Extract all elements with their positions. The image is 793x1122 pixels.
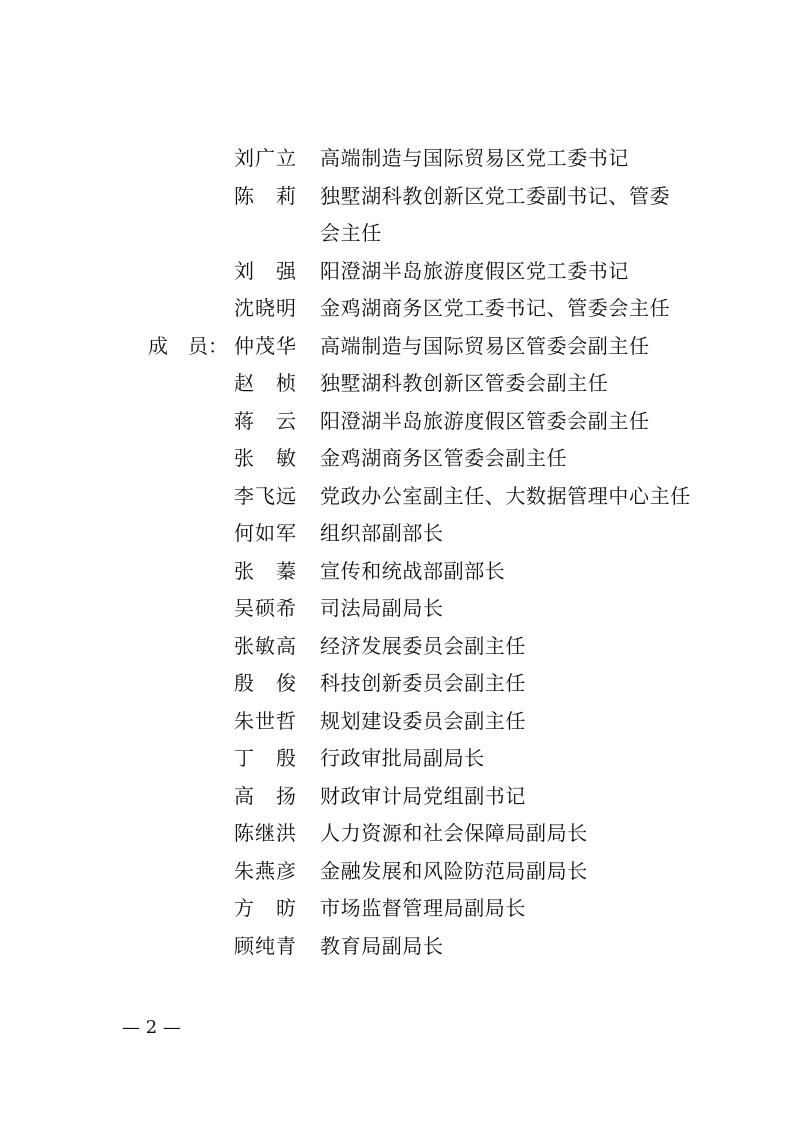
member-title: 高端制造与国际贸易区党工委书记 [320, 146, 629, 170]
member-name: 张蓁 [234, 558, 296, 583]
member-title: 司法局副局长 [320, 596, 444, 620]
member-title: 独墅湖科教创新区管委会副主任 [320, 371, 609, 395]
member-name: 朱燕彦 [234, 858, 296, 883]
member-row [0, 703, 793, 741]
member-title: 独墅湖科教创新区党工委副书记、管委 [320, 183, 671, 208]
member-name: 陈继洪 [234, 821, 296, 845]
member-title: 金融发展和风险防范局副局长 [320, 858, 588, 883]
member-title: 行政审批局副局长 [320, 746, 485, 770]
member-title: 阳澄湖半岛旅游度假区管委会副主任 [320, 408, 650, 433]
member-row [0, 440, 793, 478]
member-name: 仲茂华 [234, 333, 296, 358]
member-title: 组织部副部长 [320, 521, 444, 545]
member-row [0, 403, 793, 441]
member-row [0, 665, 793, 703]
member-row [0, 178, 793, 216]
member-name: 沈晓明 [234, 296, 296, 320]
member-title: 教育局副局长 [320, 933, 444, 958]
member-row [0, 590, 793, 628]
member-name: 殷俊 [234, 671, 296, 695]
member-row [0, 890, 793, 928]
member-row [0, 778, 793, 816]
member-title-continuation: 会主任 [320, 221, 382, 245]
member-name: 刘强 [234, 258, 296, 283]
member-row [0, 740, 793, 778]
member-name: 刘广立 [234, 146, 296, 170]
member-title: 宣传和统战部副部长 [320, 558, 506, 583]
member-name: 蒋云 [234, 408, 296, 433]
member-row [0, 815, 793, 853]
member-name: 朱世哲 [234, 708, 296, 733]
member-row-continuation [0, 215, 793, 253]
member-title: 科技创新委员会副主任 [320, 671, 526, 695]
member-roster [0, 140, 793, 965]
member-row [0, 140, 793, 178]
member-name: 方昉 [234, 896, 296, 920]
member-title: 人力资源和社会保障局副局长 [320, 821, 588, 845]
member-name: 何如军 [234, 521, 296, 545]
member-title: 金鸡湖商务区党工委书记、管委会主任 [320, 296, 671, 320]
member-name: 赵桢 [234, 371, 296, 395]
member-row [0, 515, 793, 553]
member-title: 高端制造与国际贸易区管委会副主任 [320, 333, 650, 358]
member-name: 丁殷 [234, 746, 296, 770]
member-name: 顾纯青 [234, 933, 296, 958]
member-row [0, 253, 793, 291]
member-name: 吴硕希 [234, 596, 296, 620]
member-row [0, 853, 793, 891]
member-title: 规划建设委员会副主任 [320, 708, 526, 733]
member-row [0, 628, 793, 666]
member-name: 张敏 [234, 446, 296, 470]
member-row [0, 928, 793, 966]
page-number: — 2 — [122, 1017, 181, 1038]
member-title: 党政办公室副主任、大数据管理中心主任 [320, 483, 691, 508]
member-name: 陈莉 [234, 183, 296, 208]
member-title: 市场监督管理局副局长 [320, 896, 526, 920]
member-row [0, 553, 793, 591]
member-title: 财政审计局党组副书记 [320, 783, 526, 808]
member-title: 金鸡湖商务区管委会副主任 [320, 446, 568, 470]
member-row [0, 290, 793, 328]
member-row [0, 328, 793, 366]
member-name: 张敏高 [234, 633, 296, 658]
member-row [0, 478, 793, 516]
member-name: 高扬 [234, 783, 296, 808]
member-name: 李飞远 [234, 483, 296, 508]
member-row [0, 365, 793, 403]
member-title: 阳澄湖半岛旅游度假区党工委书记 [320, 258, 629, 283]
group-label-members: 成 员： [148, 333, 228, 358]
member-title: 经济发展委员会副主任 [320, 633, 526, 658]
